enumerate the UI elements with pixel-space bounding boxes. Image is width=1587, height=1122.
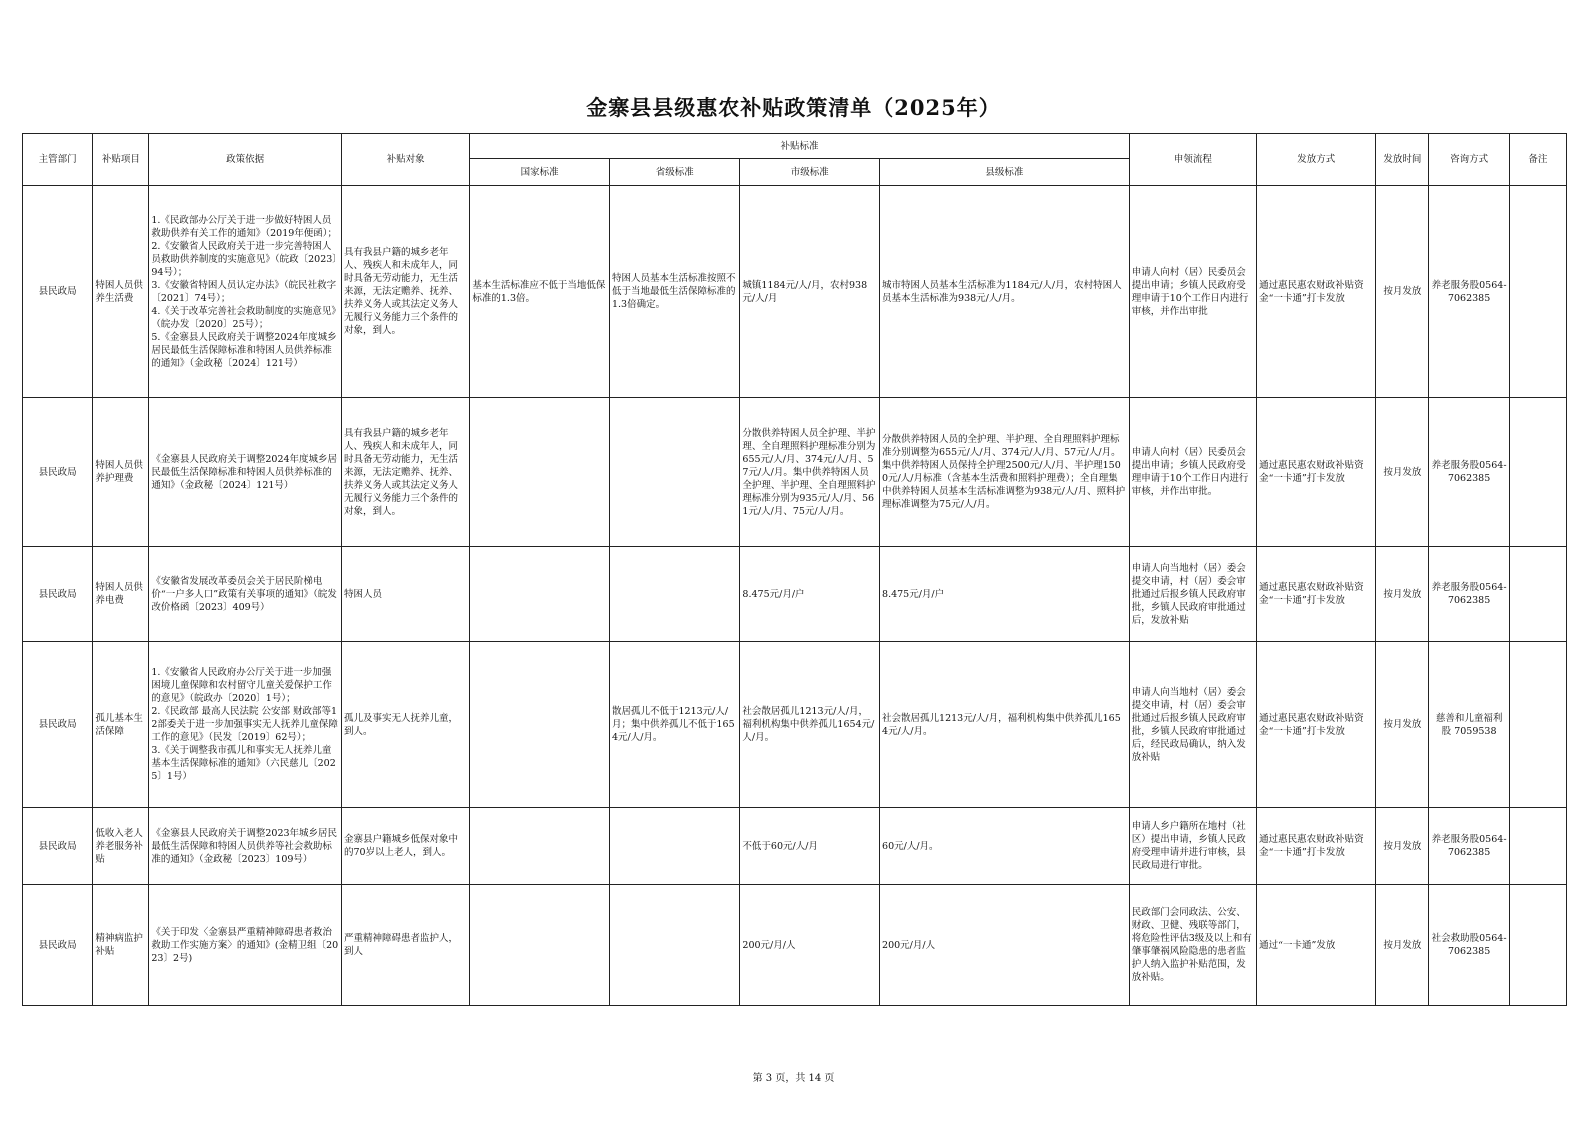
municipal-standard-cell: 不低于60元/人/月 (740, 808, 880, 885)
contact-cell: 养老服务股0564-7062385 (1429, 808, 1510, 885)
contact-cell: 养老服务股0564-7062385 (1429, 547, 1510, 642)
header-county: 县级标准 (880, 159, 1130, 186)
time-cell: 按月发放 (1376, 186, 1429, 398)
item-cell: 孤儿基本生活保障 (93, 642, 149, 808)
header-basis: 政策依据 (149, 134, 342, 186)
remark-cell (1509, 642, 1566, 808)
time-cell: 按月发放 (1376, 398, 1429, 547)
method-cell: 通过惠民惠农财政补贴资金“一卡通”打卡发放 (1257, 186, 1376, 398)
basis-line: 5.《金寨县人民政府关于调整2024年度城乡居民最低生活保障标准和特困人员供养标准的通知》（金政秘〔2024〕121号） (151, 331, 337, 369)
contact-cell: 社会救助股0564-7062385 (1429, 885, 1510, 1006)
basis-cell (149, 547, 342, 642)
process-cell: 申请人向村（居）民委员会提出申请；乡镇人民政府受理申请于10个工作日内进行审核，并作出审批 (1129, 186, 1256, 398)
remark-cell (1509, 398, 1566, 547)
provincial-standard-cell: 散居孤儿不低于1213元/人/月；集中供养孤儿不低于1654元/人/月。 (609, 642, 739, 808)
method-cell: 通过“一卡通”发放 (1257, 885, 1376, 1006)
dept-cell: 县民政局 (23, 398, 93, 547)
target-cell: 孤儿及事实无人抚养儿童，到人。 (341, 642, 469, 808)
header-target: 补贴对象 (341, 134, 469, 186)
basis-line: 《金寨县人民政府关于调整2024年度城乡居民最低生活保障标准和特困人员供养标准的通知》（金政秘〔2024〕121号） (151, 453, 338, 491)
county-standard-cell: 社会散居孤儿1213元/人/月，福利机构集中供养孤儿1654元/人/月。 (880, 642, 1130, 808)
basis-line: 《关于印发〈金寨县严重精神障碍患者救治救助工作实施方案〉的通知》(金精卫组〔2023〕2号) (151, 926, 339, 964)
provincial-standard-cell (609, 547, 739, 642)
table-row (23, 885, 1567, 1006)
table-row (23, 642, 1567, 808)
basis-line: 《金寨县人民政府关于调整2023年城乡居民最低生活保障和特困人员供养等社会救助标准的通知》（金政秘〔2023〕109号） (151, 827, 338, 865)
national-standard-cell (470, 808, 610, 885)
header-standard: 补贴标准 (470, 134, 1129, 159)
provincial-standard-cell (609, 885, 739, 1006)
header-national: 国家标准 (470, 159, 610, 186)
item-cell: 特困人员供养护理费 (93, 398, 149, 547)
dept-cell: 县民政局 (23, 186, 93, 398)
process-cell: 申请人乡户籍所在地村（社区）提出申请，乡镇人民政府受理申请并进行审核，县民政局进行审批。 (1129, 808, 1256, 885)
municipal-standard-cell: 分散供养特困人员全护理、半护理、全自理照料护理标准分别为655元/人/月、374元/人/月、57元/人/月。集中供养特困人员全护理、半护理、全自理照料护理标准分别为935元/人/月、561元/人/月、75元/人/月。 (740, 398, 880, 547)
basis-cell (149, 398, 342, 547)
basis-cell (149, 808, 342, 885)
basis-cell (149, 186, 342, 398)
process-cell: 申请人向当地村（居）委会提交申请，村（居）委会审批通过后报乡镇人民政府审批，乡镇人民政府审批通过后，经民政局确认，纳入发放补贴 (1129, 642, 1256, 808)
header-remark: 备注 (1509, 134, 1566, 186)
basis-line: 3.《关于调整我市孤儿和事实无人抚养儿童基本生活保障标准的通知》（六民慈儿〔2025〕1号） (151, 745, 336, 782)
page-title: 金寨县县级惠农补贴政策清单（2025年） (586, 95, 1001, 120)
remark-cell (1509, 547, 1566, 642)
basis-cell (149, 642, 342, 808)
county-standard-cell: 60元/人/月。 (880, 808, 1130, 885)
municipal-standard-cell: 200元/月/人 (740, 885, 880, 1006)
time-cell: 按月发放 (1376, 885, 1429, 1006)
contact-cell: 养老服务股0564-7062385 (1429, 398, 1510, 547)
target-cell: 具有我县户籍的城乡老年人、残疾人和未成年人，同时具备无劳动能力，无生活来源，无法定赡养、抚养、扶养义务人或其法定义务人无履行义务能力三个条件的对象，到人。 (341, 398, 469, 547)
national-standard-cell (470, 642, 610, 808)
municipal-standard-cell: 社会散居孤儿1213元/人/月，福利机构集中供养孤儿1654元/人/月。 (740, 642, 880, 808)
target-cell: 具有我县户籍的城乡老年人、残疾人和未成年人，同时具备无劳动能力，无生活来源，无法定赡养、抚养、扶养义务人或其法定义务人无履行义务能力三个条件的对象，到人。 (341, 186, 469, 398)
basis-line: 2.《民政部 最高人民法院 公安部 财政部等12部委关于进一步加强事实无人抚养儿童保障工作的意见》（民发〔2019〕62号）； (151, 706, 338, 743)
dept-cell: 县民政局 (23, 885, 93, 1006)
dept-cell: 县民政局 (23, 547, 93, 642)
table-row (23, 186, 1567, 398)
national-standard-cell (470, 885, 610, 1006)
target-cell: 特困人员 (341, 547, 469, 642)
dept-cell: 县民政局 (23, 642, 93, 808)
item-cell: 低收入老人养老服务补贴 (93, 808, 149, 885)
county-standard-cell: 城市特困人员基本生活标准为1184元/人/月，农村特困人员基本生活标准为938元/人/月。 (880, 186, 1130, 398)
header-municipal: 市级标准 (740, 159, 880, 186)
remark-cell (1509, 885, 1566, 1006)
basis-line: 2.《安徽省人民政府关于进一步完善特困人员救助供养制度的实施意见》（皖政〔2023〕94号）； (151, 240, 338, 278)
table-row (23, 398, 1567, 547)
provincial-standard-cell (609, 808, 739, 885)
item-cell: 特困人员供养生活费 (93, 186, 149, 398)
basis-line: 《安徽省发展改革委员会关于居民阶梯电价“一户多人口”政策有关事项的通知》（皖发改价格函〔2023〕409号） (151, 575, 337, 613)
header-method: 发放方式 (1257, 134, 1376, 186)
header-item: 补贴项目 (93, 134, 149, 186)
header-provincial: 省级标准 (609, 159, 739, 186)
table-row (23, 547, 1567, 642)
process-cell: 申请人向村（居）民委员会提出申请；乡镇人民政府受理申请于10个工作日内进行审核，并作出审批。 (1129, 398, 1256, 547)
provincial-standard-cell: 特困人员基本生活标准按照不低于当地最低生活保障标准的1.3倍确定。 (609, 186, 739, 398)
municipal-standard-cell: 8.475元/月/户 (740, 547, 880, 642)
process-cell: 申请人向当地村（居）委会提交申请，村（居）委会审批通过后报乡镇人民政府审批，乡镇人民政府审批通过后，发放补贴 (1129, 547, 1256, 642)
method-cell: 通过惠民惠农财政补贴资金“一卡通”打卡发放 (1257, 642, 1376, 808)
header-time: 发放时间 (1376, 134, 1429, 186)
national-standard-cell (470, 547, 610, 642)
remark-cell (1509, 808, 1566, 885)
national-standard-cell (470, 398, 610, 547)
basis-line: 1.《安徽省人民政府办公厅关于进一步加强困境儿童保障和农村留守儿童关爱保护工作的意见》（皖政办〔2020〕1号）； (151, 667, 332, 704)
county-standard-cell: 200元/月/人 (880, 885, 1130, 1006)
basis-cell (149, 885, 342, 1006)
provincial-standard-cell (609, 398, 739, 547)
item-cell: 精神病监护补贴 (93, 885, 149, 1006)
time-cell: 按月发放 (1376, 808, 1429, 885)
basis-line: 1.《民政部办公厅关于进一步做好特困人员救助供养有关工作的通知》（2019年便函）； (151, 214, 338, 239)
target-cell: 严重精神障碍患者监护人，到人 (341, 885, 469, 1006)
process-cell: 民政部门会同政法、公安、财政、卫健、残联等部门，将危险性评估3级及以上和有肇事肇祸风险隐患的患者监护人纳入监护补贴范围，发放补贴。 (1129, 885, 1256, 1006)
county-standard-cell: 8.475元/月/户 (880, 547, 1130, 642)
contact-cell: 慈善和儿童福利股 7059538 (1429, 642, 1510, 808)
basis-line: 3.《安徽省特困人员认定办法》（皖民社救字〔2021〕74号）； (151, 279, 337, 304)
header-dept: 主管部门 (23, 134, 93, 186)
remark-cell (1509, 186, 1566, 398)
item-cell: 特困人员供养电费 (93, 547, 149, 642)
time-cell: 按月发放 (1376, 547, 1429, 642)
policy-table (22, 133, 1567, 1006)
method-cell: 通过惠民惠农财政补贴资金“一卡通”打卡发放 (1257, 808, 1376, 885)
municipal-standard-cell: 城镇1184元/人/月，农村938元/人/月 (740, 186, 880, 398)
table-row (23, 808, 1567, 885)
national-standard-cell: 基本生活标准应不低于当地低保标准的1.3倍。 (470, 186, 610, 398)
target-cell: 金寨县户籍城乡低保对象中的70岁以上老人，到人。 (341, 808, 469, 885)
basis-line: 4.《关于改革完善社会救助制度的实施意见》（皖办发〔2020〕25号）； (151, 305, 337, 330)
page-number: 第 3 页，共 14 页 (752, 1073, 835, 1084)
contact-cell: 养老服务股0564-7062385 (1429, 186, 1510, 398)
method-cell: 通过惠民惠农财政补贴资金“一卡通”打卡发放 (1257, 547, 1376, 642)
county-standard-cell: 分散供养特困人员的全护理、半护理、全自理照料护理标准分别调整为655元/人/月、374元/人/月、57元/人/月。集中供养特困人员保持全护理2500元/人/月、半护理1500元/人/月标准（含基本生活费和照料护理费）；全自理集中供养特困人员基本生活标准调整为938元/人/月、照料护理标准调整为75元/人/月。 (880, 398, 1130, 547)
method-cell: 通过惠民惠农财政补贴资金“一卡通”打卡发放 (1257, 398, 1376, 547)
header-contact: 咨询方式 (1429, 134, 1510, 186)
time-cell: 按月发放 (1376, 642, 1429, 808)
dept-cell: 县民政局 (23, 808, 93, 885)
header-process: 申领流程 (1129, 134, 1256, 186)
